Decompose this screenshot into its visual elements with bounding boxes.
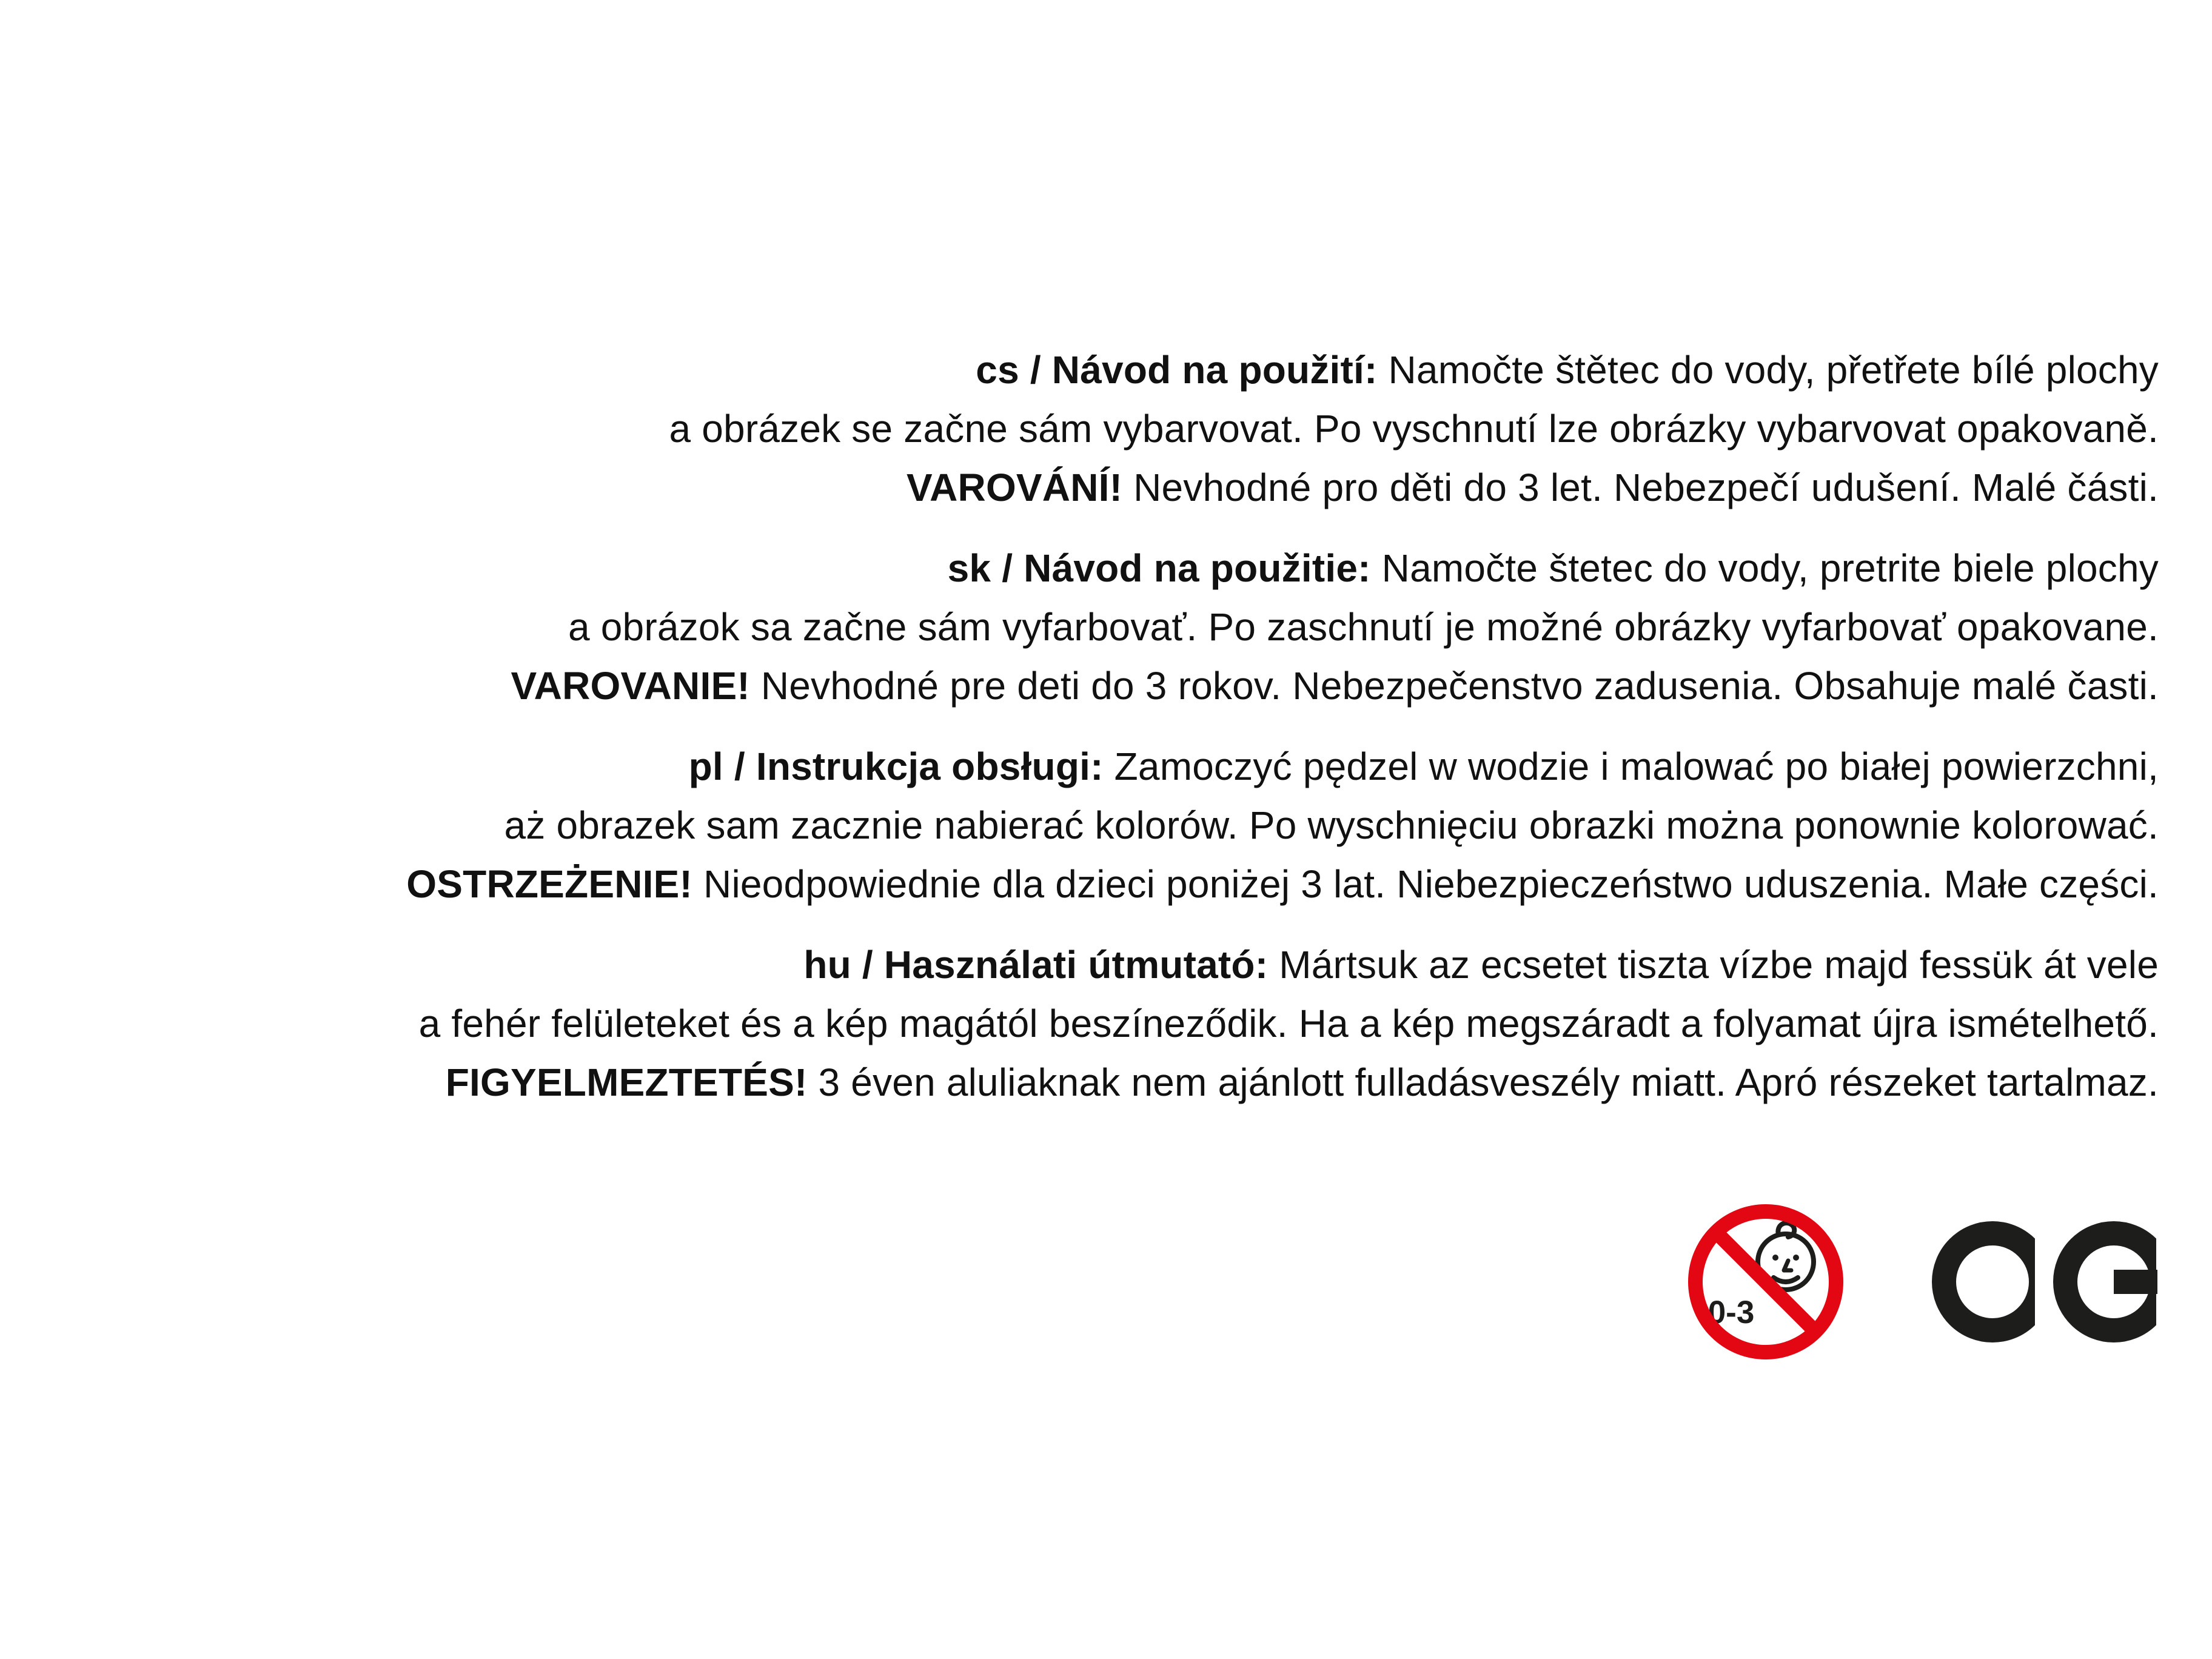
age-range-label: 0-3 [1708,1295,1755,1330]
warning-text: 3 éven aluliaknak nem ajánlott fulladásveszély miatt. Apró részeket tartalmaz. [807,1061,2159,1104]
instruction-block-sk [36,539,2159,716]
ce-mark-icon [1932,1221,2174,1342]
warning-label-sk: VAROVANIE! [511,664,750,708]
warning-label-pl: OSTRZEŻENIE! [406,862,693,906]
instruction-line [36,458,2159,517]
instruction-heading-hu: hu / Használati útmutató: [803,943,1269,987]
instruction-line: a obrázok sa začne sám vyfarbovať. Po zaschnutí je možné obrázky vyfarbovať opakovane. [568,605,2159,649]
instruction-line: aż obrazek sam zacznie nabierać kolorów. Po wyschnięciu obrazki można ponownie kolorować. [504,803,2159,847]
instruction-text: Zamoczyć pędzel w wodzie i malować po białej powierzchni, [1103,745,2159,788]
instruction-block-cs [36,341,2159,517]
instruction-block-hu [36,936,2159,1112]
instruction-heading-pl: pl / Instrukcja obsługi: [688,745,1104,788]
prohibition-ring [1695,1212,1836,1352]
instruction-heading-cs: cs / Návod na použití: [976,348,1378,392]
instruction-block-pl [36,737,2159,914]
safety-symbols [1687,1204,2174,1360]
instruction-line [36,341,2159,400]
instruction-text: Namočte štetec do vody, pretrite biele plochy [1370,546,2159,590]
warning-label-cs: VAROVÁNÍ! [906,466,1123,509]
ce-letters [1944,1221,2174,1342]
instruction-line: a obrázek se začne sám vybarvovat. Po vyschnutí lze obrázky vybarvovat opakovaně. [669,407,2159,451]
warning-text: Nevhodné pro děti do 3 let. Nebezpečí udušení. Malé části. [1122,466,2159,509]
instruction-line [36,657,2159,716]
instruction-text: Namočte štětec do vody, přetřete bílé plochy [1377,348,2159,392]
no-children-under-3-icon [1687,1204,1844,1360]
instruction-text: Mártsuk az ecsetet tiszta vízbe majd fessük át vele [1268,943,2159,987]
warning-text: Nieodpowiednie dla dzieci poniżej 3 lat. Niebezpieczeństwo uduszenia. Małe części. [692,862,2159,906]
instruction-line [36,936,2159,994]
instruction-line [36,1053,2159,1112]
instruction-line: a fehér felületeket és a kép magától beszíneződik. Ha a kép megszáradt a folyamat újra ismételhető. [418,1002,2159,1045]
instruction-heading-sk: sk / Návod na použitie: [947,546,1371,590]
instruction-line [36,855,2159,914]
warning-text: Nevhodné pre deti do 3 rokov. Nebezpečenstvo zadusenia. Obsahuje malé časti. [749,664,2159,708]
instruction-line [36,539,2159,598]
instructions-text [36,341,2159,1112]
instruction-line [36,737,2159,796]
warning-label-hu: FIGYELMEZTETÉS! [445,1061,808,1104]
